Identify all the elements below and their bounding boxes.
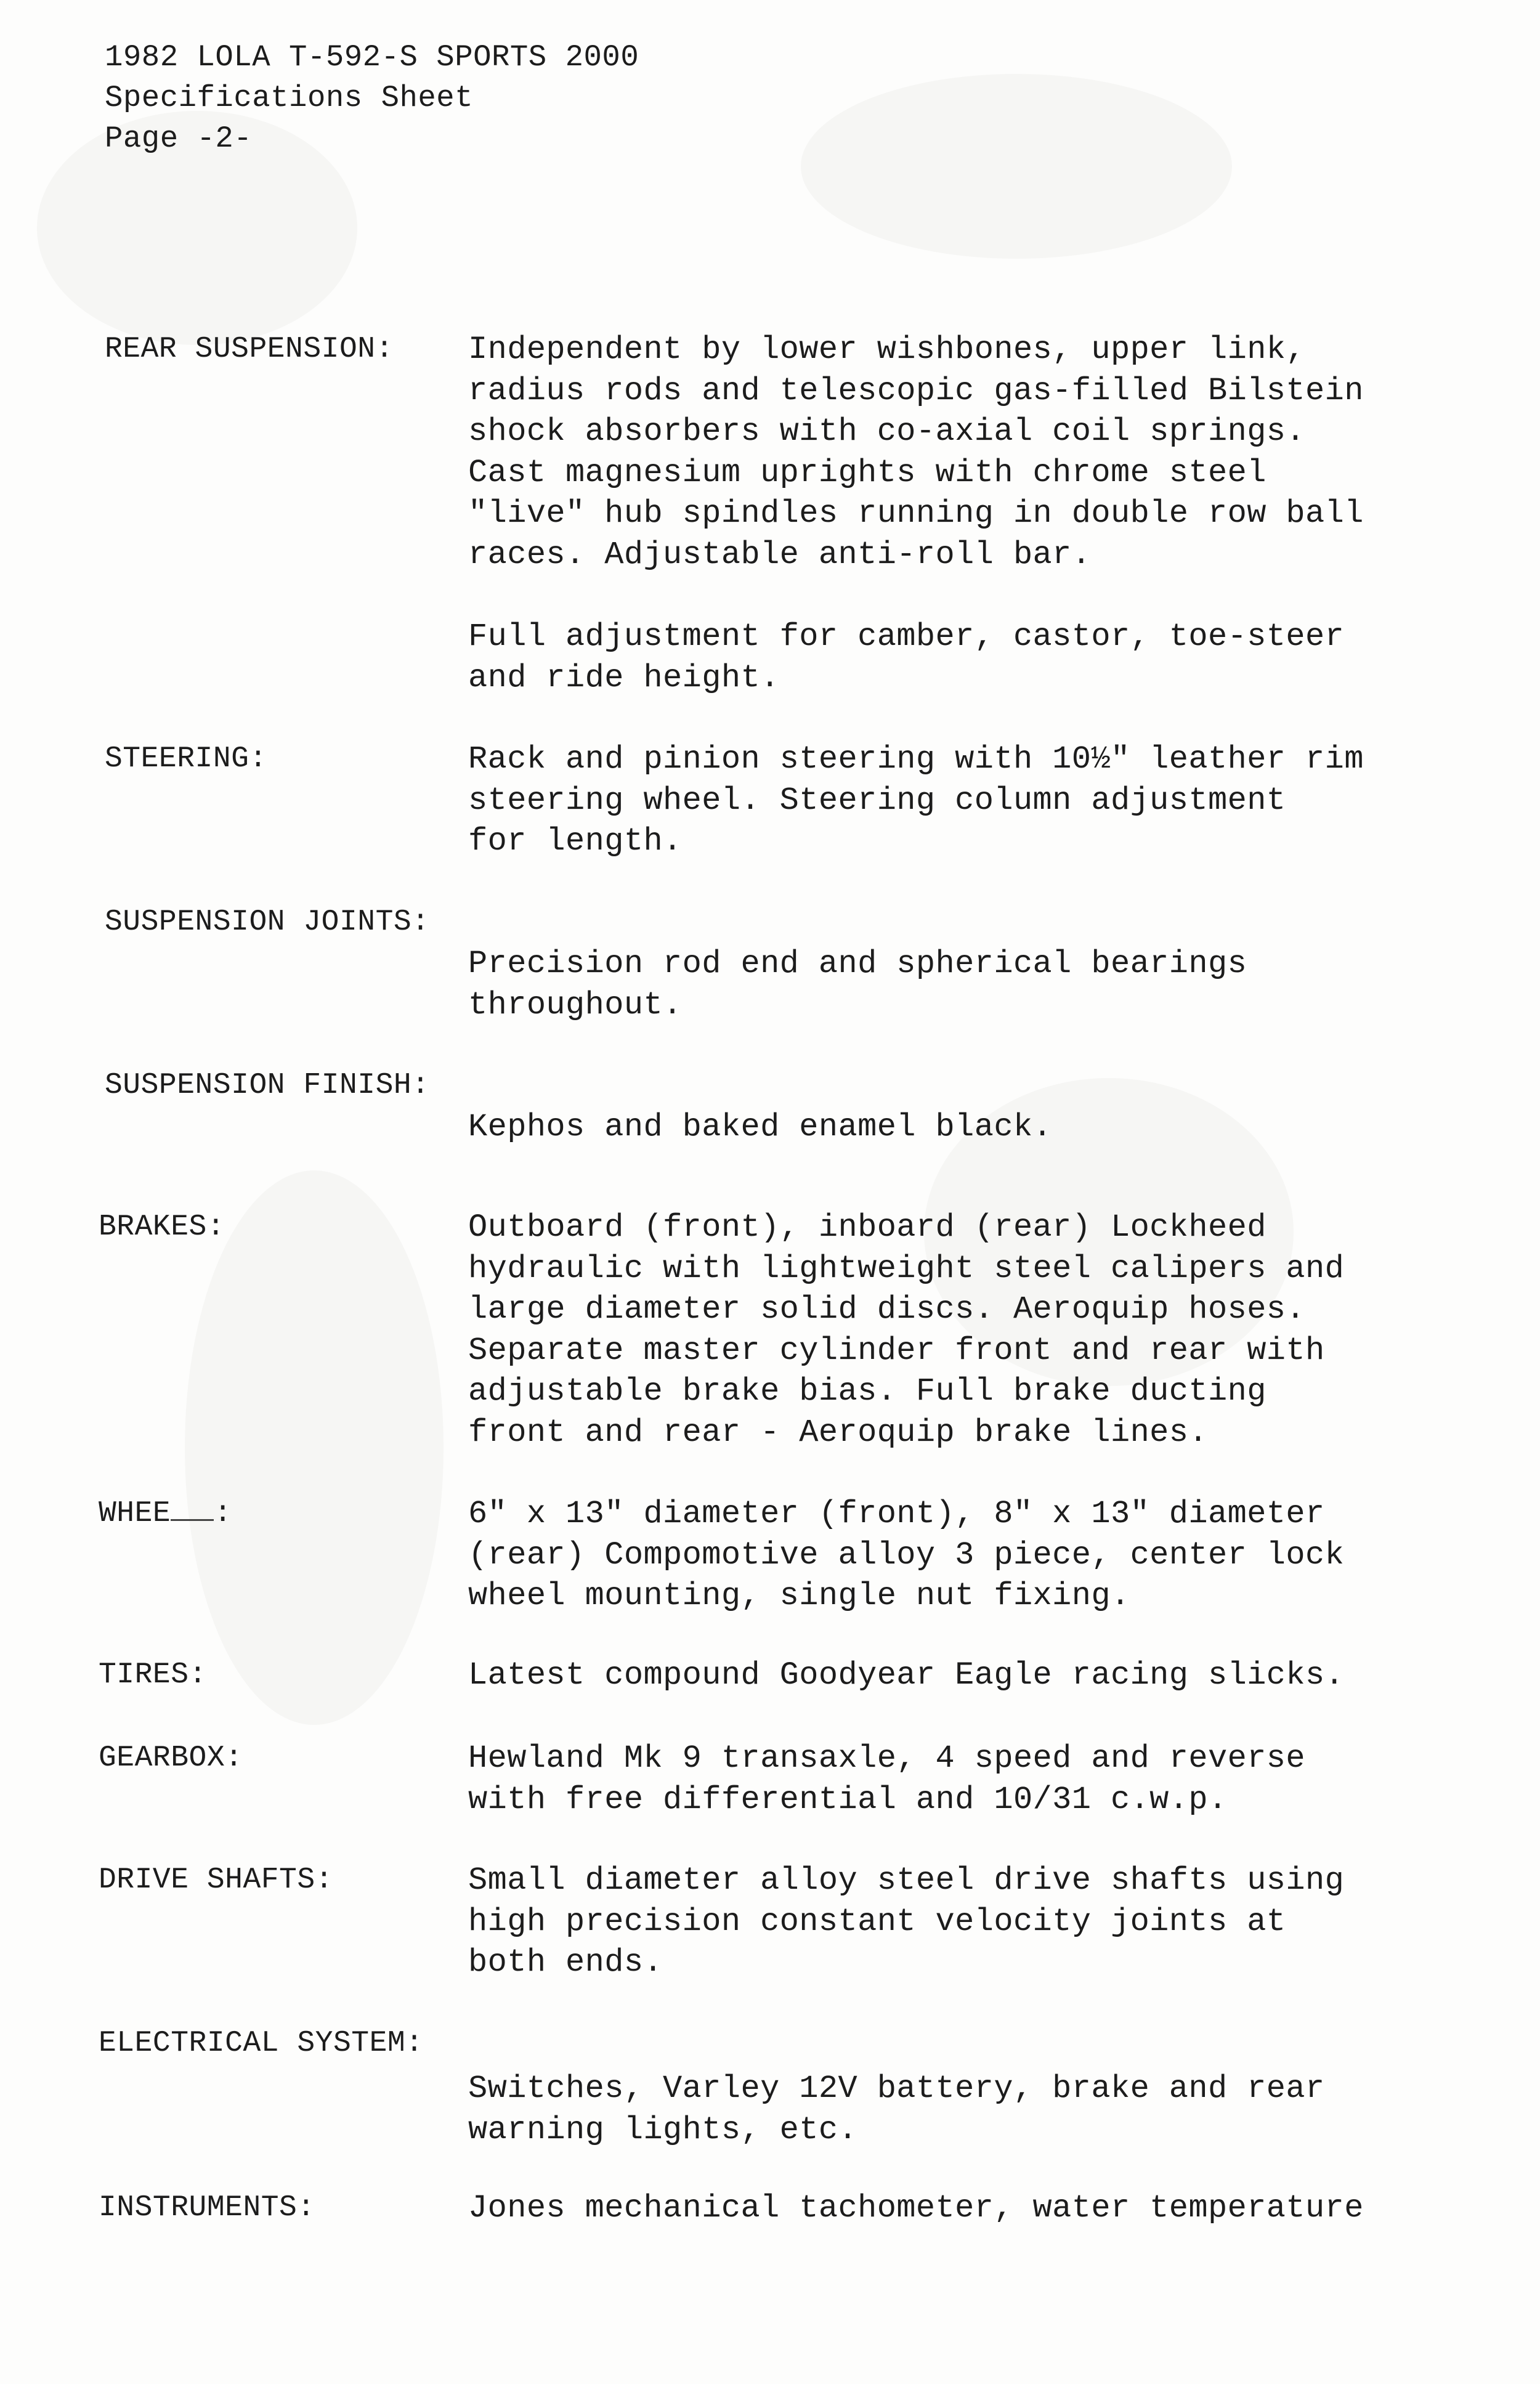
spec-label-steering: STEERING: — [105, 742, 267, 776]
spec-text-drive-shafts — [468, 1860, 1478, 1984]
document-title: 1982 LOLA T-592-S SPORTS 2000 — [105, 40, 639, 75]
spec-line: for length. — [468, 823, 683, 859]
document-header — [105, 37, 639, 159]
spec-label-gearbox: GEARBOX: — [99, 1741, 243, 1775]
page-number: Page -2- — [105, 121, 253, 156]
spec-text-suspension-finish — [468, 1107, 1478, 1148]
spec-line: both ends. — [468, 1944, 663, 1981]
spec-line: Latest compound Goodyear Eagle racing slicks. — [468, 1657, 1345, 1693]
smudged-characters — [171, 1519, 214, 1521]
spec-text-steering — [468, 739, 1478, 862]
spec-line: Full adjustment for camber, castor, toe-steer — [468, 618, 1345, 655]
spec-line: with free differential and 10/31 c.w.p. — [468, 1781, 1228, 1818]
spec-line: wheel mounting, single nut fixing. — [468, 1578, 1130, 1614]
document-subtitle: Specifications Sheet — [105, 81, 474, 115]
spec-line: Jones mechanical tachometer, water temperature — [468, 2190, 1364, 2226]
spec-line: Kephos and baked enamel black. — [468, 1109, 1053, 1145]
spec-line: and ride height. — [468, 659, 780, 696]
spec-line: "live" hub spindles running in double row ball — [468, 495, 1364, 532]
spec-line: Precision rod end and spherical bearings — [468, 946, 1247, 982]
spec-label-brakes: BRAKES: — [99, 1210, 225, 1244]
spec-label-wheels — [99, 1497, 232, 1530]
scan-blotch — [185, 1170, 444, 1725]
spec-line: Hewland Mk 9 transaxle, 4 speed and reverse — [468, 1740, 1306, 1777]
spec-line: large diameter solid discs. Aeroquip hoses. — [468, 1291, 1306, 1328]
spec-label-drive-shafts: DRIVE SHAFTS: — [99, 1863, 333, 1897]
spec-text-instruments — [468, 2188, 1478, 2229]
spec-line: 6" x 13" diameter (front), 8" x 13" diameter — [468, 1496, 1325, 1532]
spec-label-instruments: INSTRUMENTS: — [99, 2191, 315, 2224]
spec-line: high precision constant velocity joints at — [468, 1903, 1286, 1940]
spec-line: radius rods and telescopic gas-filled Bilstein — [468, 372, 1364, 409]
spec-line: (rear) Compomotive alloy 3 piece, center lock — [468, 1536, 1345, 1573]
spec-line: Independent by lower wishbones, upper link, — [468, 331, 1306, 368]
spec-text-gearbox — [468, 1738, 1478, 1820]
spec-line: races. Adjustable anti-roll bar. — [468, 536, 1092, 573]
spec-label-suspension-joints: SUSPENSION JOINTS: — [105, 906, 430, 939]
spec-line: warning lights, etc. — [468, 2111, 858, 2148]
scan-blotch — [801, 74, 1232, 259]
spec-text-tires — [468, 1655, 1478, 1697]
spec-line: Cast magnesium uprights with chrome steel — [468, 454, 1266, 491]
spec-line: hydraulic with lightweight steel calipers and — [468, 1250, 1345, 1287]
spec-line: throughout. — [468, 986, 683, 1023]
spec-text-rear-suspension-adjustment — [468, 617, 1478, 699]
spec-line: shock absorbers with co-axial coil springs. — [468, 413, 1306, 450]
wheels-label-start: WHEE — [99, 1497, 171, 1530]
spec-line: adjustable brake bias. Full brake ducting — [468, 1373, 1266, 1409]
spec-label-suspension-finish: SUSPENSION FINISH: — [105, 1069, 430, 1102]
spec-line: front and rear - Aeroquip brake lines. — [468, 1414, 1208, 1451]
wheels-label-end: : — [214, 1497, 232, 1530]
spec-label-rear-suspension: REAR SUSPENSION: — [105, 333, 394, 366]
spec-line: Switches, Varley 12V battery, brake and rear — [468, 2070, 1325, 2107]
spec-text-electrical-system — [468, 2069, 1478, 2151]
spec-line: Small diameter alloy steel drive shafts using — [468, 1862, 1345, 1899]
spec-line: Separate master cylinder front and rear with — [468, 1332, 1325, 1369]
spec-text-suspension-joints — [468, 944, 1478, 1026]
spec-line: steering wheel. Steering column adjustment — [468, 782, 1286, 819]
spec-text-brakes — [468, 1207, 1478, 1453]
spec-line: Rack and pinion steering with 10½" leather rim — [468, 741, 1364, 777]
spec-label-electrical-system: ELECTRICAL SYSTEM: — [99, 2027, 424, 2060]
spec-text-rear-suspension — [468, 330, 1478, 575]
spec-text-wheels — [468, 1494, 1478, 1617]
spec-line: Outboard (front), inboard (rear) Lockheed — [468, 1209, 1266, 1246]
spec-label-tires: TIRES: — [99, 1658, 207, 1692]
